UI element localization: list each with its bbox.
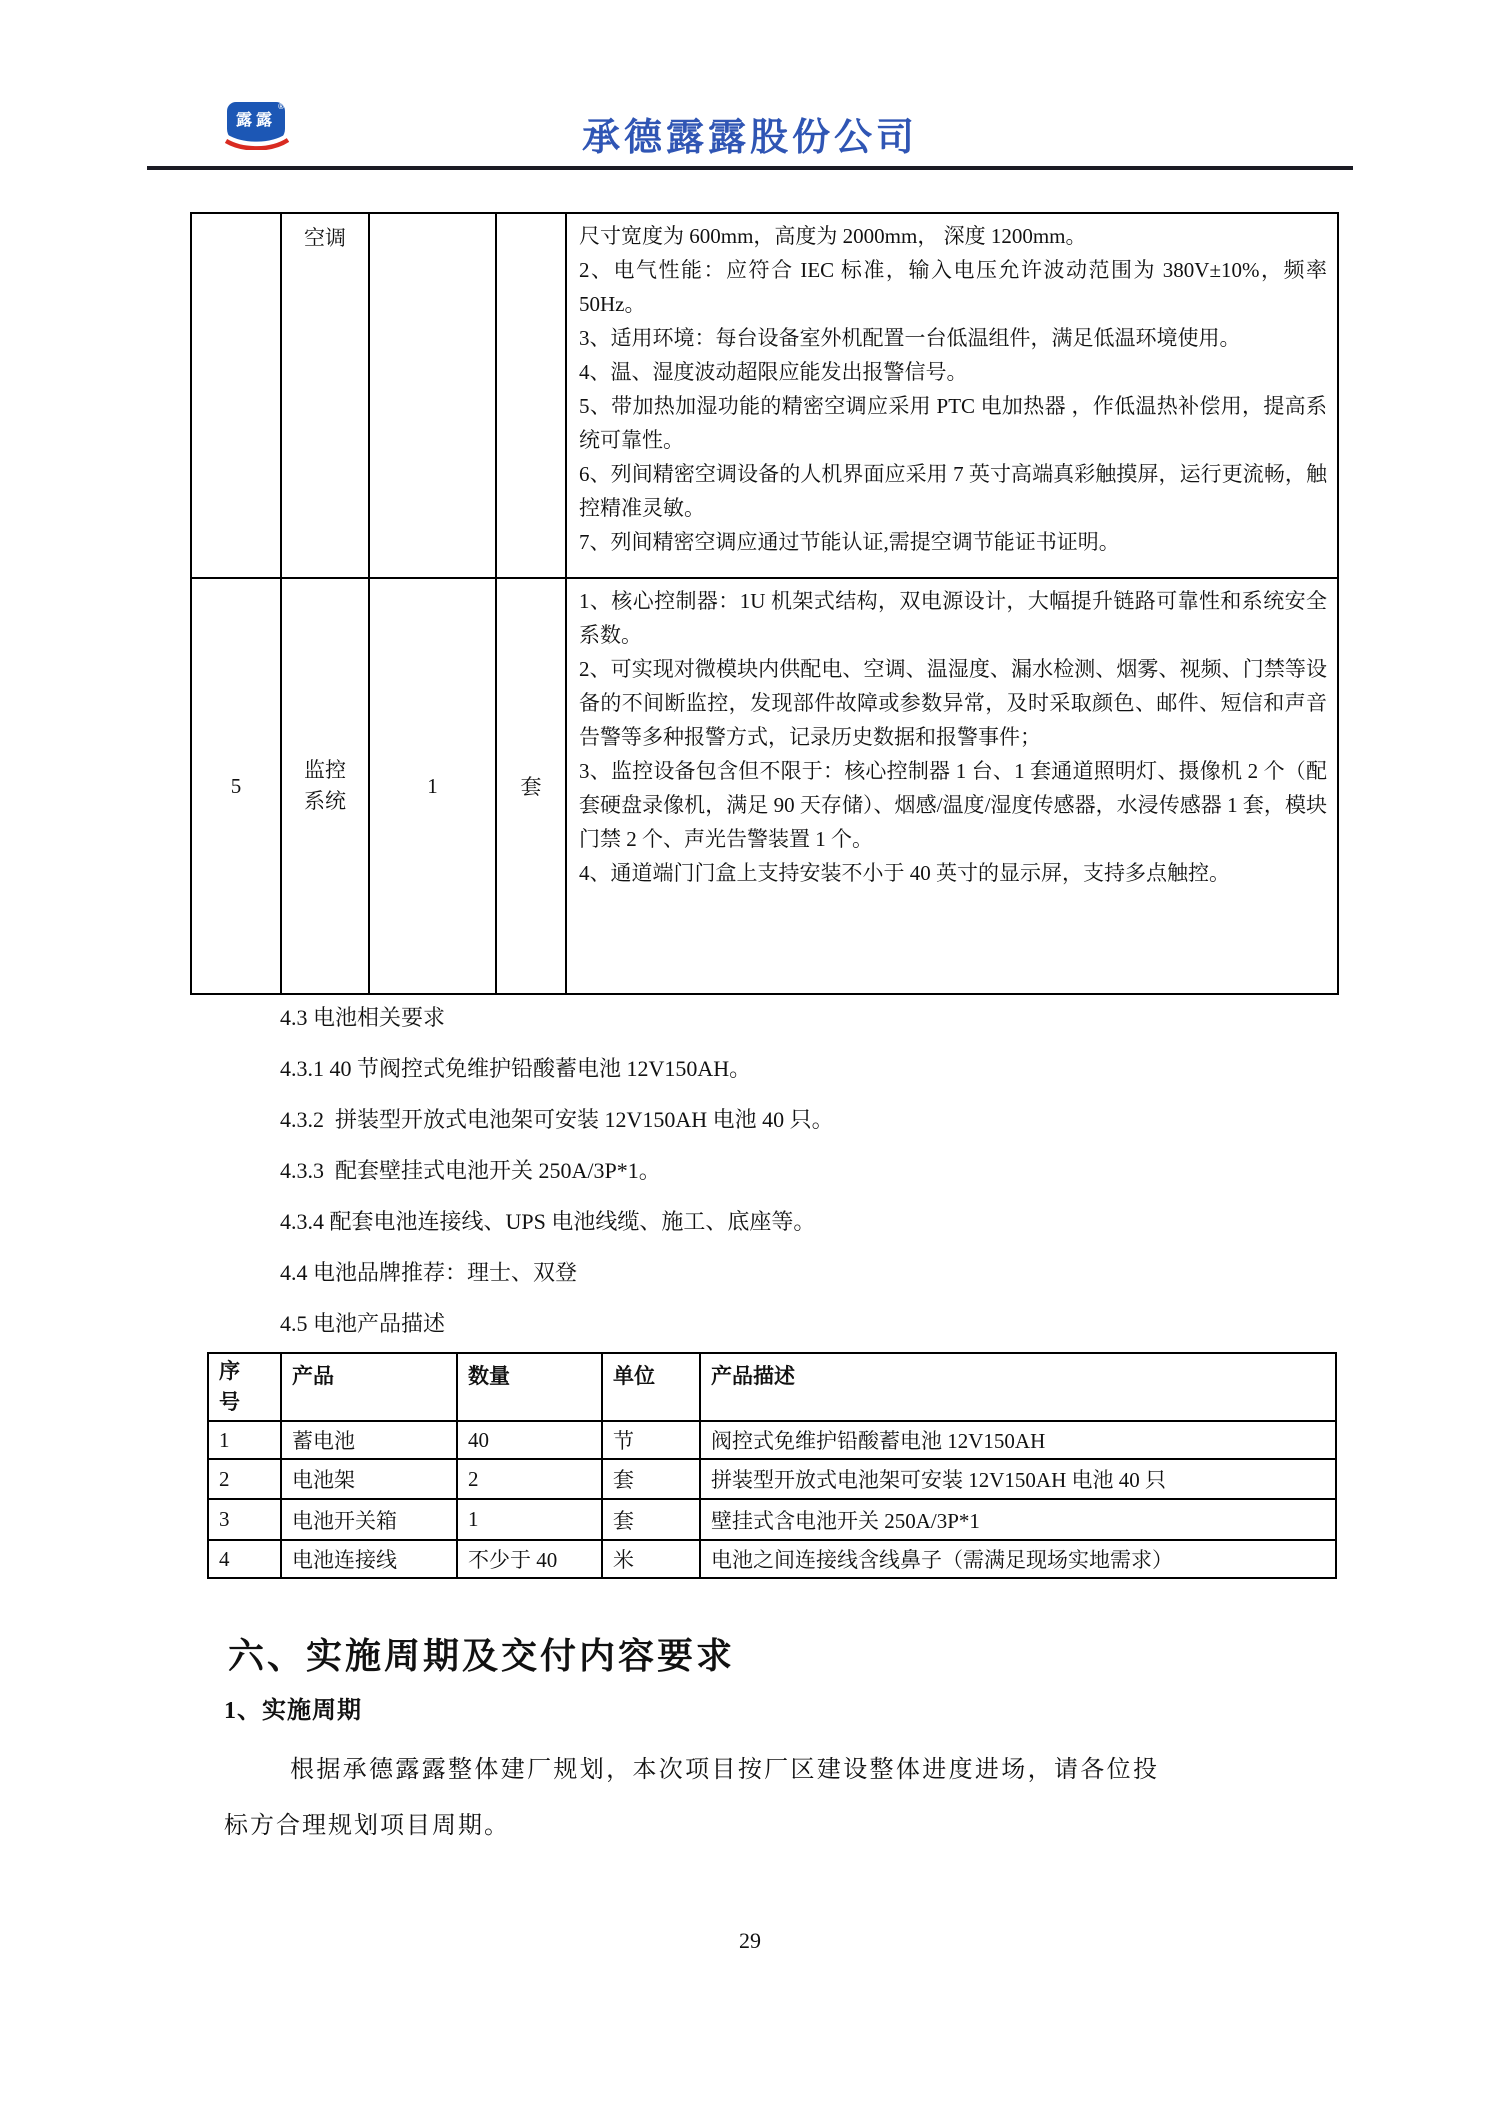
table-row: [208, 1540, 1336, 1578]
cell-unit: 节: [602, 1421, 700, 1459]
requirement-line: 4.4 电池品牌推荐：理士、双登: [280, 1260, 578, 1285]
cell-product: 蓄电池: [281, 1421, 457, 1459]
cell-unit: 米: [602, 1540, 700, 1578]
cell-qty: 不少于 40: [457, 1540, 602, 1578]
spec-desc-item: 7、列间精密空调应通过节能认证,需提空调节能证书证明。: [579, 530, 1120, 554]
table-row: [208, 1421, 1336, 1459]
company-title: 承德露露股份公司: [581, 117, 918, 159]
table-row: [208, 1459, 1336, 1499]
spec-desc-item: 5、带加热加湿功能的精密空调应采用 PTC 电加热器 ，作低温热补偿用，提高系统可靠性。: [579, 394, 1327, 452]
table-row: [208, 1499, 1336, 1540]
requirement-line: 4.3.1 40 节阀控式免维护铅酸蓄电池 12V150AH。: [280, 1056, 752, 1081]
cell-product: 电池架: [281, 1459, 457, 1499]
col-header-product: 产品: [281, 1353, 457, 1421]
cell-desc: 电池之间连接线含线鼻子（需满足现场实地需求）: [700, 1540, 1336, 1578]
requirement-line: 4.5 电池产品描述: [280, 1311, 446, 1336]
cell-desc: 壁挂式含电池开关 250A/3P*1: [700, 1499, 1336, 1540]
spec-desc-cell: [566, 578, 1338, 994]
cell-desc: 阀控式免维护铅酸蓄电池 12V150AH: [700, 1421, 1336, 1459]
spec-product-label: 监控系统: [304, 758, 346, 813]
requirement-line: 4.3 电池相关要求: [280, 1005, 446, 1030]
col-header-unit: 单位: [602, 1353, 700, 1421]
col-header-qty: 数量: [457, 1353, 602, 1421]
cell-no: 4: [208, 1540, 281, 1578]
spec-product-label: 空调: [304, 226, 346, 250]
cell-desc: 拼装型开放式电池架可安装 12V150AH 电池 40 只: [700, 1459, 1336, 1499]
header-rule: [147, 166, 1353, 170]
battery-table: [207, 1352, 1337, 1579]
spec-desc-item: 3、适用环境：每台设备室外机配置一台低温组件，满足低温环境使用。: [579, 326, 1241, 350]
requirement-line: 4.3.3 配套壁挂式电池开关 250A/3P*1。: [280, 1158, 661, 1183]
spec-desc-item: 3、监控设备包含但不限于：核心控制器 1 台、1 套通道照明灯、摄像机 2 个（配套硬盘录像机，满足 90 天存储）、烟感/温度/湿度传感器，水浸传感器 1 套，模块门禁 2 个、声光告警装置 1 个。: [579, 759, 1327, 851]
battery-requirements: [280, 992, 834, 1349]
cell-no: 3: [208, 1499, 281, 1540]
spec-no-cell: [191, 213, 281, 578]
spec-table: [190, 212, 1339, 995]
spec-desc-item: 尺寸宽度为 600mm，高度为 2000mm， 深度 1200mm。: [579, 224, 1087, 248]
col-header-no: 序号: [208, 1353, 281, 1421]
spec-no-cell: 5: [191, 578, 281, 994]
col-header-desc: 产品描述: [700, 1353, 1336, 1421]
cell-no: 2: [208, 1459, 281, 1499]
lulu-logo-text: 露露: [235, 112, 276, 129]
cell-qty: 2: [457, 1459, 602, 1499]
spec-desc-item: 2、可实现对微模块内供配电、空调、温湿度、漏水检测、烟雾、视频、门禁等设备的不间断监控，发现部件故障或参数异常，及时采取颜色、邮件、短信和声音告警等多种报警方式，记录历史数据和报警事件；: [579, 657, 1327, 749]
spec-qty-cell: [369, 213, 496, 578]
cell-unit: 套: [602, 1499, 700, 1540]
spec-desc-item: 2、电气性能：应符合 IEC 标准，输入电压允许波动范围为 380V±10%，频率 50Hz。: [579, 258, 1327, 316]
spec-product-cell: [281, 213, 369, 578]
table-header-row: [208, 1353, 1336, 1421]
registered-mark-icon: ®: [278, 102, 284, 111]
spec-desc-cell: [566, 213, 1338, 578]
section6-paragraph: 根据承德露露整体建厂规划，本次项目按厂区建设整体进度进场，请各位投标方合理规划项目周期。: [224, 1757, 1159, 1839]
spec-desc-item: 6、列间精密空调设备的人机界面应采用 7 英寸高端真彩触摸屏，运行更流畅，触控精准灵敏。: [579, 462, 1327, 520]
spec-desc-item: 4、通道端门门盒上支持安装不小于 40 英寸的显示屏，支持多点触控。: [579, 861, 1230, 885]
requirement-line: 4.3.2 拼装型开放式电池架可安装 12V150AH 电池 40 只。: [280, 1107, 834, 1132]
page-number: 29: [739, 1928, 761, 1953]
section6-heading: 六、实施周期及交付内容要求: [228, 1636, 736, 1676]
spec-product-cell: [281, 578, 369, 994]
cell-no: 1: [208, 1421, 281, 1459]
table-row: [191, 213, 1338, 578]
cell-unit: 套: [602, 1459, 700, 1499]
requirement-line: 4.3.4 配套电池连接线、UPS 电池线缆、施工、底座等。: [280, 1209, 816, 1234]
spec-unit-cell: 套: [496, 578, 566, 994]
section6-subheading: 1、实施周期: [224, 1698, 362, 1724]
table-row: [191, 578, 1338, 994]
cell-qty: 40: [457, 1421, 602, 1459]
spec-qty-cell: 1: [369, 578, 496, 994]
cell-product: 电池开关箱: [281, 1499, 457, 1540]
cell-product: 电池连接线: [281, 1540, 457, 1578]
spec-desc-item: 1、核心控制器：1U 机架式结构，双电源设计，大幅提升链路可靠性和系统安全系数。: [579, 589, 1327, 647]
spec-desc-item: 4、温、湿度波动超限应能发出报警信号。: [579, 360, 968, 384]
cell-qty: 1: [457, 1499, 602, 1540]
spec-unit-cell: [496, 213, 566, 578]
